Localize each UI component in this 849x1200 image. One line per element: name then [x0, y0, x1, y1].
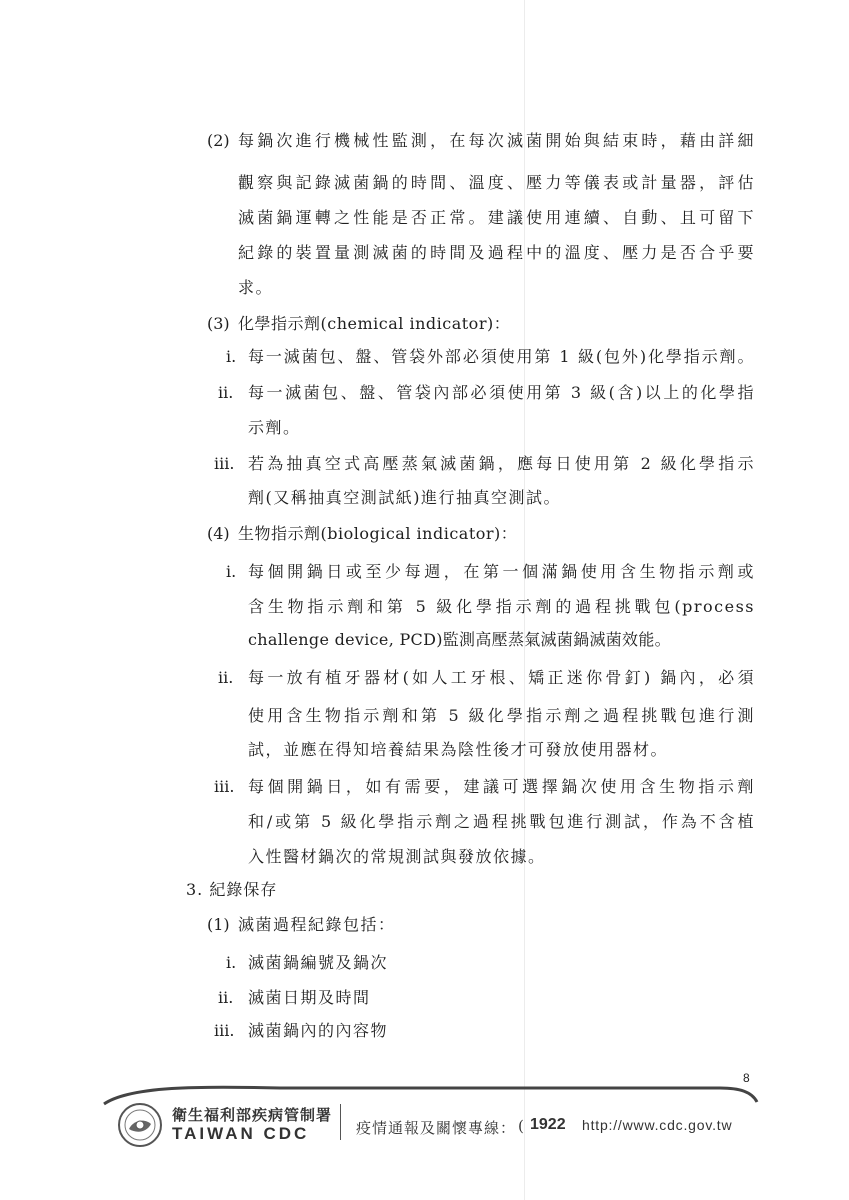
- subitem-number: iii.: [214, 454, 235, 473]
- subitem-line: 示劑。: [248, 418, 301, 437]
- subitem-line: 滅菌鍋內的內容物: [248, 1021, 389, 1040]
- hotline-label: 疫情通報及關懷專線：: [356, 1119, 517, 1137]
- subitem-line: 滅菌鍋編號及鍋次: [248, 953, 389, 972]
- subitem-number: iii.: [214, 1021, 235, 1040]
- subitem-line: 劑(又稱抽真空測試紙)進行抽真空測試。: [248, 488, 561, 507]
- subitem-line: 每一放有植牙器材(如人工牙根、矯正迷你骨釘) 鍋內，必須: [248, 668, 755, 687]
- subitem-line: 和/或第 5 級化學指示劑之過程挑戰包進行測試，作為不含植: [248, 812, 755, 831]
- section-heading: 化學指示劑(chemical indicator)：: [238, 314, 511, 333]
- subitem-line: 若為抽真空式高壓蒸氣滅菌鍋，應每日使用第 2 級化學指示: [248, 454, 755, 473]
- subitem-number: i.: [226, 562, 237, 581]
- taiwan-cdc-seal-icon: [117, 1102, 163, 1148]
- subitem-line: 每個開鍋日，如有需要，建議可選擇鍋次使用含生物指示劑: [248, 777, 755, 796]
- item-number: (3): [207, 314, 230, 333]
- section-heading: 生物指示劑(biological indicator)：: [238, 524, 518, 543]
- section-heading: 3. 紀錄保存: [186, 880, 278, 899]
- paragraph-line: 每鍋次進行機械性監測，在每次滅菌開始與結束時，藉由詳細: [238, 131, 755, 150]
- footer-divider: [340, 1104, 341, 1140]
- item-number: (2): [207, 131, 230, 150]
- subitem-line: 試，並應在得知培養結果為陰性後才可發放使用器材。: [248, 740, 669, 759]
- paragraph-line: 紀錄的裝置量測滅菌的時間及過程中的溫度、壓力是否合乎要: [238, 243, 755, 262]
- subitem-number: i.: [226, 347, 237, 366]
- subitem-number: ii.: [218, 668, 234, 687]
- paragraph-line: 觀察與記錄滅菌鍋的時間、溫度、壓力等儀表或計量器，評估: [238, 173, 755, 192]
- phone-icon: (: [518, 1117, 524, 1135]
- section-heading: 滅菌過程紀錄包括：: [238, 915, 396, 934]
- item-number: (1): [207, 915, 230, 934]
- subitem-line: 每個開鍋日或至少每週，在第一個滿鍋使用含生物指示劑或: [248, 562, 755, 581]
- subitem-line: 每一滅菌包、盤、管袋內部必須使用第 3 級(含)以上的化學指: [248, 383, 755, 402]
- item-number: (4): [207, 524, 230, 543]
- subitem-line: challenge device, PCD)監測高壓蒸氣滅菌鍋滅菌效能。: [248, 630, 671, 649]
- subitem-number: ii.: [218, 988, 234, 1007]
- subitem-line: 入性醫材鍋次的常規測試與發放依據。: [248, 847, 546, 866]
- subitem-number: ii.: [218, 383, 234, 402]
- subitem-line: 使用含生物指示劑和第 5 級化學指示劑之過程挑戰包進行測: [248, 706, 755, 725]
- page-number: 8: [743, 1071, 750, 1085]
- subitem-number: i.: [226, 953, 237, 972]
- subitem-line: 每一滅菌包、盤、管袋外部必須使用第 1 級(包外)化學指示劑。: [248, 347, 755, 366]
- subitem-line: 滅菌日期及時間: [248, 988, 371, 1007]
- hotline-number: 1922: [530, 1116, 566, 1133]
- paragraph-line: 滅菌鍋運轉之性能是否正常。建議使用連續、自動、且可留下: [238, 208, 755, 227]
- subitem-number: iii.: [214, 777, 235, 796]
- paragraph-line: 求。: [238, 278, 274, 297]
- website-url[interactable]: http://www.cdc.gov.tw: [582, 1117, 733, 1133]
- subitem-line: 含生物指示劑和第 5 級化學指示劑的過程挑戰包(process: [248, 597, 755, 616]
- org-name-chinese: 衛生福利部疾病管制署: [172, 1106, 333, 1124]
- org-name-english: TAIWAN CDC: [172, 1124, 310, 1143]
